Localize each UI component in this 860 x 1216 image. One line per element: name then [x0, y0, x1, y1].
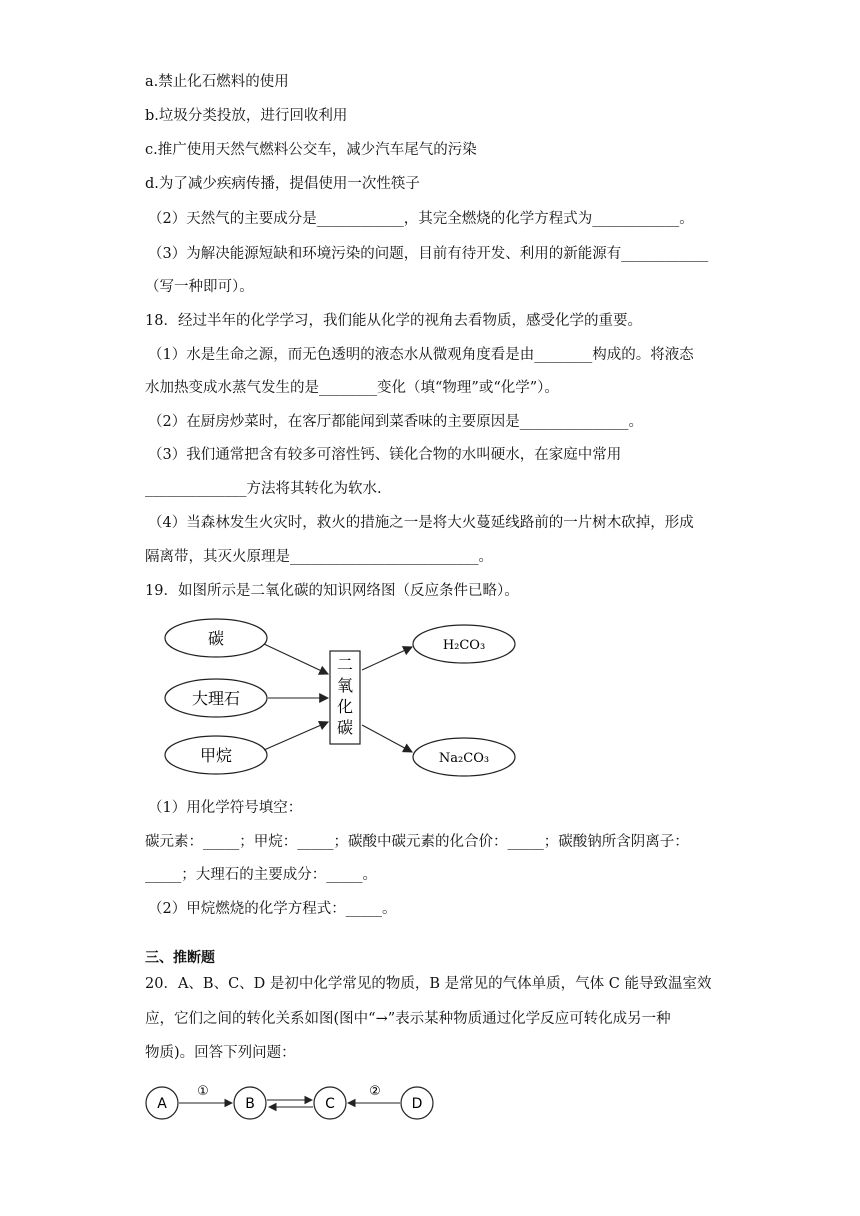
q19-part1: （1）用化学符号填空： — [148, 800, 303, 816]
q19-stem: 19．如图所示是二氧化碳的知识网络图（反应条件已略）。 — [145, 583, 519, 599]
node-co2-char-1: 二 — [336, 655, 354, 674]
node-na2co3-label: Na₂CO₃ — [438, 751, 490, 766]
reaction-label-2: ② — [369, 1084, 381, 1099]
q17-option-d: d.为了减少疾病传播，提倡使用一次性筷子 — [145, 176, 420, 192]
co2-knowledge-network-diagram — [160, 612, 530, 782]
node-a-label: A — [157, 1096, 167, 1112]
q18-part4-line2: 隔离带，其灭火原理是__________________________。 — [145, 549, 493, 565]
q18-part1-line2: 水加热变成水蒸气发生的是________变化（填“物理”或“化学”）。 — [145, 380, 559, 396]
q18-stem: 18．经过半年的化学学习，我们能从化学的视角去看物质，感受化学的重要。 — [145, 313, 642, 329]
q17-option-a: a.禁止化石燃料的使用 — [145, 74, 289, 90]
q17-option-c: c.推广使用天然气燃料公交车，减少汽车尾气的污染 — [145, 142, 477, 158]
q17-part3-line1: （3）为解决能源短缺和环境污染的问题，目前有待开发、利用的新能源有____________ — [148, 246, 709, 262]
node-c-label: C — [325, 1096, 335, 1112]
node-d-label: D — [411, 1096, 423, 1112]
arrow-co2-to-na2co3 — [362, 725, 412, 752]
q18-part4-line1: （4）当森林发生火灾时，救火的措施之一是将大火蔓延线路前的一片树木砍掉，形成 — [148, 515, 694, 531]
q19-part2: （2）甲烷燃烧的化学方程式：_____。 — [148, 901, 397, 917]
node-co2-char-4: 碳 — [336, 718, 354, 737]
q19-fill-line1: 碳元素：_____；甲烷：_____；碳酸中碳元素的化合价：_____；碳酸钠所含阴离子： — [145, 834, 689, 850]
reaction-label-1: ① — [197, 1084, 209, 1099]
q18-part3-line1: （3）我们通常把含有较多可溶性钙、镁化合物的水叫硬水，在家庭中常用 — [148, 447, 622, 463]
node-co2-char-2: 氧 — [336, 676, 354, 695]
section-title-inference: 三、推断题 — [145, 950, 215, 966]
q20-stem-line1: 20．A、B、C、D 是初中化学常见的物质，B 是常见的气体单质，气体 C 能导致温室效 — [145, 976, 712, 992]
q17-option-b: b.垃圾分类投放，进行回收利用 — [145, 108, 348, 124]
node-marble-label: 大理石 — [191, 689, 241, 708]
q17-part2: （2）天然气的主要成分是____________，其完全燃烧的化学方程式为____________。 — [148, 211, 694, 227]
node-methane-label: 甲烷 — [199, 746, 233, 765]
node-carbon-label: 碳 — [207, 629, 225, 648]
q18-part1-line1: （1）水是生命之源，而无色透明的液态水从微观角度看是由________构成的。将液态 — [148, 347, 694, 363]
arrow-carbon-to-co2 — [264, 644, 328, 674]
q17-part3-line2: （写一种即可）。 — [145, 279, 254, 295]
abcd-conversion-diagram — [140, 1080, 440, 1126]
q20-stem-line3: 物质)。回答下列问题： — [145, 1045, 296, 1061]
q20-stem-line2: 应，它们之间的转化关系如图(图中“→”表示某种物质通过化学反应可转化成另一种 — [145, 1011, 671, 1027]
arrow-methane-to-co2 — [264, 722, 328, 750]
arrow-co2-to-h2co3 — [362, 647, 412, 670]
q19-fill-line2: _____；大理石的主要成分：_____。 — [145, 867, 377, 883]
q18-part2: （2）在厨房炒菜时，在客厅都能闻到菜香味的主要原因是_______________。 — [148, 414, 643, 430]
q18-part3-line2: ______________方法将其转化为软水. — [145, 481, 382, 497]
node-b-label: B — [245, 1096, 255, 1112]
node-h2co3-label: H₂CO₃ — [442, 638, 486, 653]
node-co2-char-3: 化 — [336, 697, 354, 716]
